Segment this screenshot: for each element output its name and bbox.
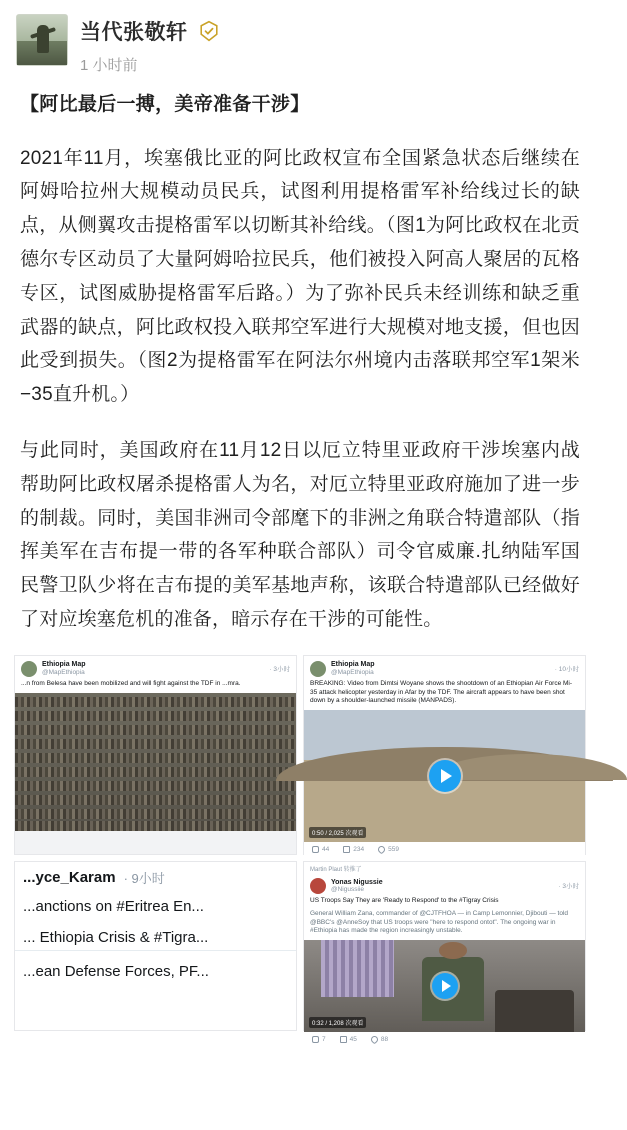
media-item-3[interactable] [14, 861, 297, 1031]
like-count: 559 [388, 846, 399, 854]
room-video-thumbnail[interactable] [304, 940, 585, 1032]
tweet-handle: @MapEthiopia [42, 669, 85, 677]
tweet-handle: @MapEthiopia [331, 669, 374, 677]
tweet-names [331, 879, 558, 894]
tweet-header [23, 868, 288, 887]
media-item-1[interactable] [14, 655, 297, 855]
tweet-account: Ethiopia Map [42, 661, 86, 669]
media-item-4[interactable] [303, 861, 586, 1044]
tweet-body: US Troops Say They are 'Ready to Respond' to the #Tigray Crisis [304, 897, 585, 910]
chair [495, 990, 574, 1032]
retweet-label: Martin Plaut 转推了 [304, 862, 585, 878]
tweet-meta: · 10小时 [554, 666, 579, 674]
avatar-figure [37, 25, 49, 53]
tweet-meta: · 9小时 [123, 870, 165, 886]
tweet-account: Ethiopia Map [331, 661, 375, 669]
post-header-main [80, 14, 584, 75]
divider [15, 950, 296, 951]
reply-action[interactable] [312, 846, 329, 853]
post-header [0, 0, 600, 75]
post-media-grid [0, 655, 600, 1044]
curtain [321, 940, 394, 997]
tweet-large-text [15, 862, 296, 1030]
retweet-count: 234 [353, 846, 365, 854]
verified-badge-icon [198, 20, 220, 42]
tweet-avatar-icon [310, 661, 326, 677]
tweet-meta: · 3小时 [269, 666, 290, 674]
tweet-avatar-icon [310, 878, 326, 894]
tweet-actions [304, 1032, 585, 1047]
like-action[interactable] [378, 846, 399, 853]
tweet-header [304, 878, 585, 897]
like-action[interactable] [371, 1036, 388, 1043]
tweet-line-1: ...anctions on #Eritrea En... [23, 897, 204, 915]
retweet-action[interactable] [343, 846, 364, 853]
reply-count: 7 [322, 1036, 326, 1044]
reply-count: 44 [322, 846, 330, 854]
reply-action[interactable] [312, 1036, 326, 1043]
video-duration-label: 0:50 / 2,025 次观看 [309, 827, 366, 838]
post-timestamp: 1 小时前 [80, 57, 138, 74]
media-item-2[interactable] [303, 655, 586, 855]
author-name[interactable]: 当代张敬轩 [80, 21, 188, 44]
desert-video-thumbnail[interactable] [304, 710, 585, 842]
post-content [0, 91, 600, 637]
tweet-account: Yonas Nigussie [331, 878, 383, 886]
tweet-names [42, 661, 269, 676]
play-button-icon[interactable] [432, 973, 458, 999]
tweet-quote: ...ean Defense Forces, PF... [23, 963, 209, 981]
play-button-icon[interactable] [429, 760, 461, 792]
tweet-body: ...n from Belesa have been mobilized and will fight against the TDF in ...mra. [15, 680, 296, 693]
video-duration-label: 0:32 / 1,208 次观看 [309, 1017, 366, 1028]
tweet-avatar-icon [21, 661, 37, 677]
post-paragraph-2: 与此同时，美国政府在11月12日以厄立特里亚政府干涉埃塞内战帮助阿比政权屠杀提格雷人为名，对厄立特里亚政府施加了进一步的制裁。同时，美国非洲司令部麾下的非洲之角联合特遣部队（指挥美军在吉布提一带的各军种联合部队）司令官威廉.扎纳陆军国民警卫队少将在吉布提的美军基地声称，该联合特遣部队已经做好了对应埃塞危机的准备，暗示存在干涉的可能性。 [20, 440, 580, 631]
crowd-photo[interactable] [15, 693, 296, 831]
tweet-handle: @Nigussiie [331, 886, 364, 894]
post-title: 【阿比最后一搏，美帝准备干涉】 [20, 94, 310, 115]
tweet-header [15, 656, 296, 680]
retweet-count: 45 [349, 1036, 357, 1044]
tweet-line-2: ... Ethiopia Crisis & #Tigra... [23, 929, 209, 947]
tweet-header [304, 656, 585, 680]
like-count: 88 [380, 1036, 389, 1044]
author-row [80, 16, 584, 46]
post-paragraph-1: 2021年11月，埃塞俄比亚的阿比政权宣布全国紧急状态后继续在阿姆哈拉州大规模动员民兵，试图利用提格雷军补给线过长的缺点，从侧翼攻击提格雷军以切断其补给线。（图1为阿比政权在北贡德尔专区动员了大量阿姆哈拉民兵，他们被投入阿高人聚居的瓦格专区，试图威胁提格雷军后路。）为了弥补民兵未经训练和缺乏重武器的缺点，阿比政权投入联邦空军进行大规模对地支援，但也因此受到损失。（图2为提格雷军在阿法尔州境内击落联邦空军1架米−35直升机。） [20, 147, 580, 406]
tweet-account: ...yce_Karam [23, 868, 116, 886]
tweet-sub-body: General William Zana, commander of @CJTFHOA — in Camp Lemonnier, Djibouti — told @BBC's @AnneSoy that US troops were "here to respond ontot". The ongoing war in #Ethiopia has made the region increasingly unstable. [304, 910, 585, 940]
tweet-meta: · 3小时 [558, 883, 579, 891]
tweet-actions [304, 842, 585, 857]
tweet-body: BREAKING: Video from Dimtsi Woyane shows the shootdown of an Ethiopian Air Force Mi-35 attack helicopter yesterday in Afar by the TDF. The aircraft appears to have been shot down by a shoulder-launched missile (MANPADS). [304, 680, 585, 710]
tweet-names [331, 661, 555, 676]
retweet-action[interactable] [340, 1036, 357, 1043]
avatar[interactable] [16, 14, 68, 66]
